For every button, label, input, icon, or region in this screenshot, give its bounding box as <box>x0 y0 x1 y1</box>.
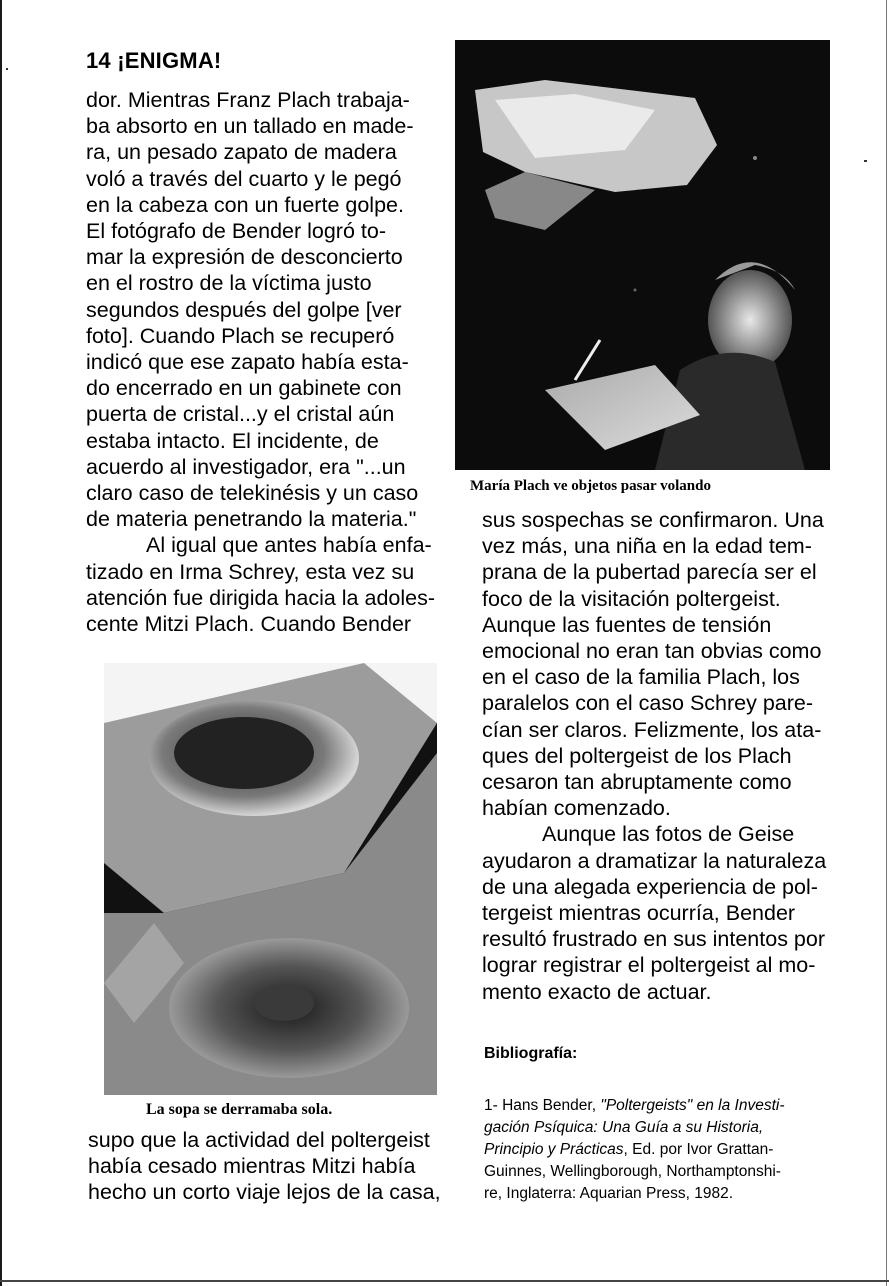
text-line: dor. Mientras Franz Plach trabaja- <box>86 88 410 112</box>
bibliography-prefix: 1- Hans Bender, <box>484 1097 601 1114</box>
text-line-indented: Al igual que antes había enfa- <box>146 533 432 558</box>
section-title: ¡ENIGMA! <box>117 48 222 73</box>
text-line: foto]. Cuando Plach se recuperó <box>86 323 395 348</box>
text-line: de materia penetrando la materia." <box>86 507 417 532</box>
photo-soup <box>104 663 437 1095</box>
bibliography-title: Bibliografía: <box>484 1045 578 1062</box>
text-line: emocional no eran tan obvias como <box>482 639 822 664</box>
scan-speck <box>6 68 8 70</box>
text-line: tergeist mientras ocurría, Bender <box>482 901 796 926</box>
photo-maria-plach <box>455 40 830 470</box>
text-line: tizado en Irma Schrey, esta vez su <box>86 559 415 584</box>
text-line: atención fue dirigida hacia la adoles- <box>86 585 436 610</box>
text-line: ayudaron a dramatizar la naturaleza <box>482 848 827 873</box>
text-line: había cesado mientras Mitzi había <box>88 1154 416 1179</box>
text-line: Aunque las fuentes de tensión <box>482 612 772 637</box>
photo-soup-image <box>104 663 437 1095</box>
text-line: voló a través del cuarto y le pegó <box>86 166 402 191</box>
right-column-text <box>482 507 852 1005</box>
text-line: mar la expresión de desconcierto <box>86 245 403 270</box>
photo-caption-top: María Plach ve objetos pasar volando <box>470 478 711 494</box>
text-line: ques del poltergeist de los Plach <box>482 743 792 768</box>
text-line: acuerdo al investigador, era "...un <box>86 454 406 479</box>
text-line: indicó que ese zapato había esta- <box>86 350 409 375</box>
bibliography-title-part: "Poltergeists" en la Investi- <box>600 1097 785 1114</box>
page-header <box>86 48 221 74</box>
text-line: cesaron tan abruptamente como <box>482 770 792 795</box>
text-line: sus sospechas se confirmaron. Una <box>482 508 824 532</box>
photo-caption-bottom: La sopa se derramaba sola. <box>146 1101 333 1118</box>
page-edge-bottom <box>0 1280 889 1282</box>
text-line: claro caso de telekinésis y un caso <box>86 481 419 506</box>
text-line: habían comenzado. <box>482 796 671 821</box>
text-line: lograr registrar el poltergeist al mo- <box>482 953 816 978</box>
text-line: vez más, una niña en la edad tem- <box>482 534 812 559</box>
text-line: en la cabeza con un fuerte golpe. <box>86 192 404 217</box>
page-edge-right <box>886 0 887 1286</box>
text-line: prana de la pubertad parecía ser el <box>482 560 817 585</box>
left-column-continued-text <box>88 1127 460 1206</box>
text-line: hecho un corto viaje lejos de la casa, <box>88 1180 441 1205</box>
text-line: do encerrado en un gabinete con <box>86 376 402 401</box>
text-line: estaba intacto. El incidente, de <box>86 428 379 453</box>
text-line: puerta de cristal...y el cristal aún <box>86 402 395 427</box>
text-line: en el rostro de la víctima justo <box>86 271 372 296</box>
bibliography-line <box>484 1095 876 1117</box>
bibliography-rest: , Ed. por Ivor Grattan- <box>623 1141 774 1158</box>
bibliography-entry <box>484 1095 876 1205</box>
page-edge-left <box>0 0 2 1286</box>
scan-speck <box>864 160 867 162</box>
text-line: El fotógrafo de Bender logró to- <box>86 219 386 244</box>
bibliography-line: Guinnes, Wellingborough, Northamptonshi- <box>484 1163 781 1180</box>
text-line: paralelos con el caso Schrey pare- <box>482 691 814 716</box>
text-line: resultó frustrado en sus intentos por <box>482 927 825 952</box>
text-line: cente Mitzi Plach. Cuando Bender <box>86 612 412 637</box>
page-number: 14 <box>86 48 111 73</box>
text-line-indented: Aunque las fotos de Geise <box>542 822 795 847</box>
text-line: ra, un pesado zapato de madera <box>86 140 397 165</box>
bibliography-line <box>484 1139 876 1161</box>
text-line: foco de la visitación poltergeist. <box>482 586 781 611</box>
text-line: ba absorto en un tallado en made- <box>86 114 414 139</box>
text-line: segundos después del golpe [ver <box>86 297 402 322</box>
text-line: mento exacto de actuar. <box>482 979 712 1004</box>
bibliography-line: re, Inglaterra: Aquarian Press, 1982. <box>484 1185 734 1202</box>
bibliography-title-part: Principio y Prácticas <box>484 1141 624 1158</box>
left-column-text <box>86 87 456 637</box>
text-line: supo que la actividad del poltergeist <box>88 1128 430 1152</box>
photo-maria-plach-image <box>455 40 830 470</box>
text-line: en el caso de la familia Plach, los <box>482 665 800 690</box>
bibliography-line: gación Psíquica: Una Guía a su Historia, <box>484 1119 764 1136</box>
text-line: cían ser claros. Felizmente, los ata- <box>482 717 822 742</box>
text-line: de una alegada experiencia de pol- <box>482 874 818 899</box>
